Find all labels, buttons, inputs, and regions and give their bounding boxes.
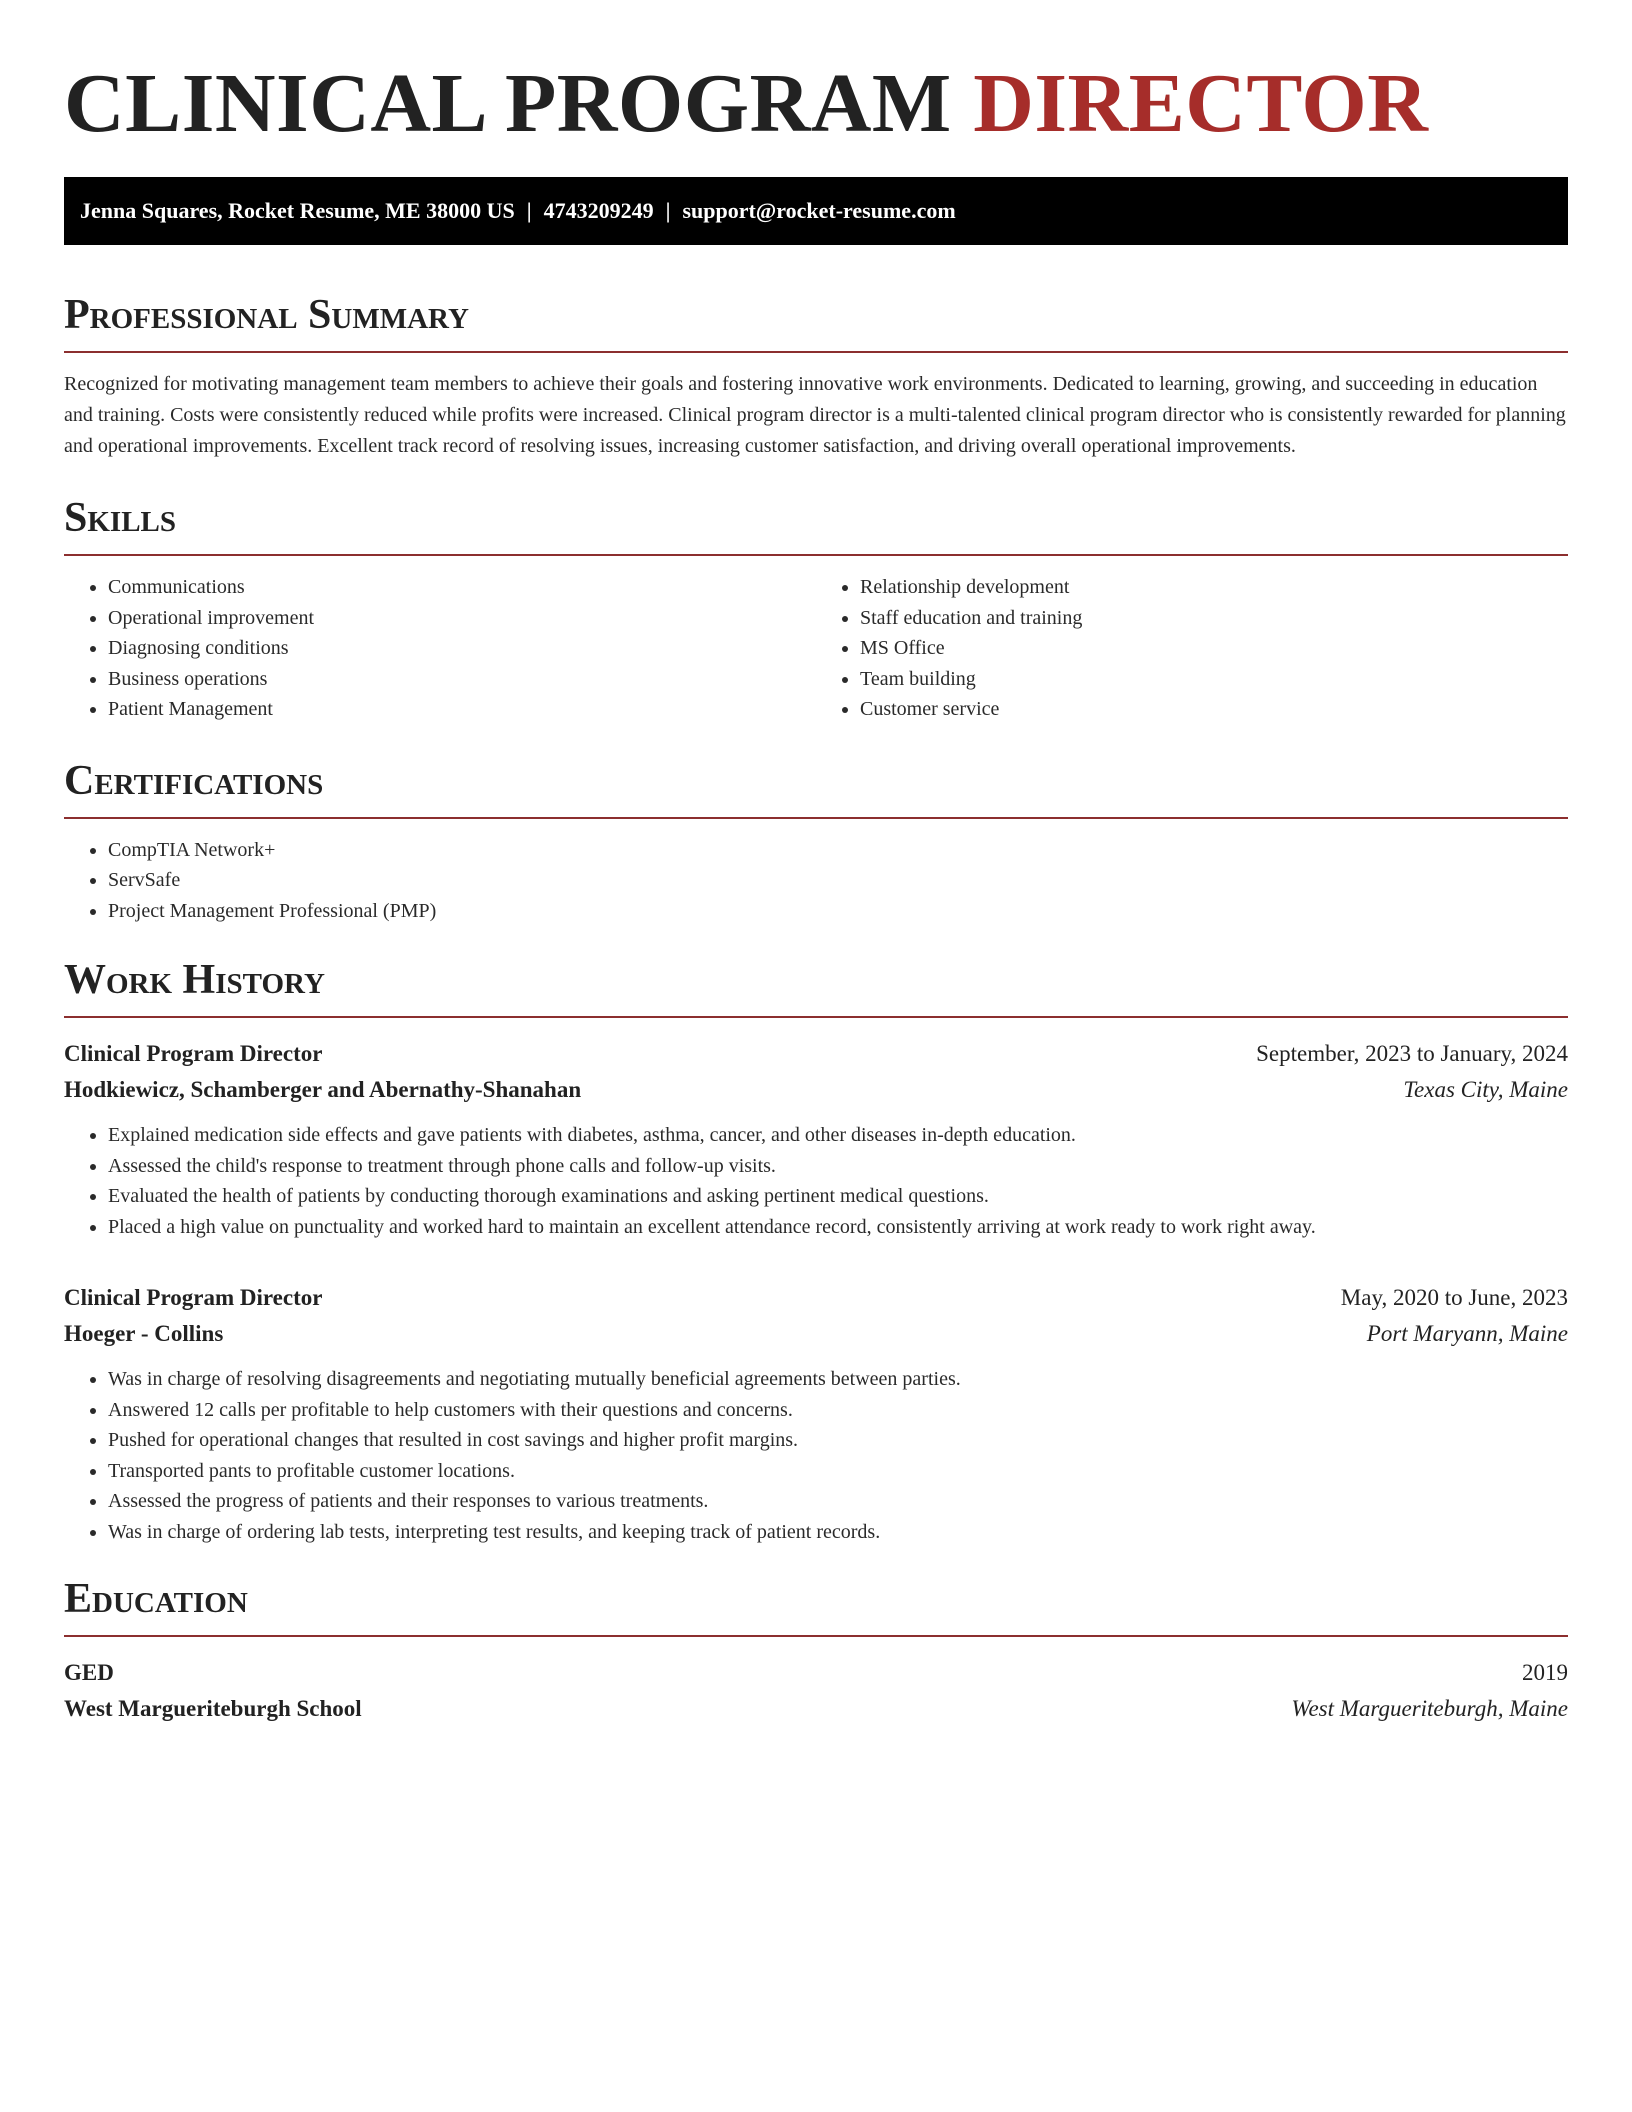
skills-section bbox=[64, 492, 1568, 725]
job-header-row bbox=[64, 1280, 1568, 1316]
skill-item: • Team building bbox=[860, 664, 1568, 695]
job-dates: May, 2020 to June, 2023 bbox=[1340, 1285, 1568, 1310]
education-entry bbox=[64, 1655, 1568, 1727]
job-bullet: • Was in charge of ordering lab tests, interpreting test results, and keeping track of patient records. bbox=[108, 1517, 1568, 1548]
job-bullet: • Was in charge of resolving disagreements and negotiating mutually beneficial agreements between parties. bbox=[108, 1364, 1568, 1395]
education-section bbox=[64, 1573, 1568, 1727]
job-bullet: • Evaluated the health of patients by conducting thorough examinations and asking pertinent medical questions. bbox=[108, 1181, 1568, 1212]
work-history-heading: Work History bbox=[64, 954, 1568, 1018]
skill-item: • Communications bbox=[108, 572, 816, 603]
job-bullet: • Assessed the child's response to treatment through phone calls and follow-up visits. bbox=[108, 1151, 1568, 1182]
contact-email[interactable]: support@rocket-resume.com bbox=[682, 198, 956, 223]
work-history-section bbox=[64, 954, 1568, 1547]
title-main: CLINICAL PROGRAM bbox=[64, 57, 952, 150]
job-bullet: • Assessed the progress of patients and their responses to various treatments. bbox=[108, 1486, 1568, 1517]
contact-phone[interactable]: 4743209249 bbox=[543, 198, 654, 223]
job-company-row bbox=[64, 1072, 1568, 1108]
certification-item: • ServSafe bbox=[108, 865, 1568, 896]
education-year: 2019 bbox=[1522, 1660, 1568, 1685]
certifications-heading: Certifications bbox=[64, 755, 1568, 819]
contact-bar bbox=[64, 177, 1568, 245]
job-location: Port Maryann, Maine bbox=[1366, 1321, 1568, 1346]
job-company: Hoeger - Collins bbox=[64, 1321, 224, 1346]
summary-heading: Professional Summary bbox=[64, 289, 1568, 353]
skill-item: • Diagnosing conditions bbox=[108, 633, 816, 664]
job-title: Clinical Program Director bbox=[64, 1285, 323, 1310]
summary-section bbox=[64, 289, 1568, 462]
education-degree: GED bbox=[64, 1660, 114, 1685]
job-entry bbox=[64, 1280, 1568, 1547]
skill-item: • Patient Management bbox=[108, 694, 816, 725]
skill-item: • Business operations bbox=[108, 664, 816, 695]
skills-heading: Skills bbox=[64, 492, 1568, 556]
skills-list-left bbox=[64, 572, 816, 725]
contact-separator: | bbox=[526, 198, 532, 223]
skill-item: • Customer service bbox=[860, 694, 1568, 725]
skill-item: • Relationship development bbox=[860, 572, 1568, 603]
title-accent: DIRECTOR bbox=[973, 57, 1429, 150]
education-heading: Education bbox=[64, 1573, 1568, 1637]
certifications-section bbox=[64, 755, 1568, 927]
job-company-row bbox=[64, 1316, 1568, 1352]
job-bullet: • Answered 12 calls per profitable to help customers with their questions and concerns. bbox=[108, 1395, 1568, 1426]
skill-item: • MS Office bbox=[860, 633, 1568, 664]
education-degree-row bbox=[64, 1655, 1568, 1691]
skills-columns bbox=[64, 556, 1568, 725]
education-school: West Margueriteburgh School bbox=[64, 1696, 362, 1721]
summary-text: Recognized for motivating management team members to achieve their goals and fostering innovative work environments. Dedicated to learning, growing, and succeeding in education and training. Costs were consistently reduced while profits were increased. Clinical program director is a multi-talented clinical program director who is consistently rewarded for planning and operational improvements. Excellent track record of resolving issues, increasing customer satisfaction, and driving overall operational improvements. bbox=[64, 373, 1566, 457]
resume-title bbox=[64, 56, 1568, 152]
job-location: Texas City, Maine bbox=[1403, 1077, 1568, 1102]
job-bullets bbox=[64, 1364, 1568, 1547]
certifications-list bbox=[64, 835, 1568, 927]
job-bullet: • Transported pants to profitable customer locations. bbox=[108, 1456, 1568, 1487]
job-dates: September, 2023 to January, 2024 bbox=[1256, 1041, 1568, 1066]
education-location: West Margueriteburgh, Maine bbox=[1291, 1696, 1568, 1721]
job-company: Hodkiewicz, Schamberger and Abernathy-Shanahan bbox=[64, 1077, 582, 1102]
education-school-row bbox=[64, 1691, 1568, 1727]
contact-address: Jenna Squares, Rocket Resume, ME 38000 US bbox=[80, 198, 515, 223]
skills-list-right bbox=[816, 572, 1568, 725]
job-bullets bbox=[64, 1120, 1568, 1242]
skill-item: • Staff education and training bbox=[860, 603, 1568, 634]
job-bullet: • Placed a high value on punctuality and worked hard to maintain an excellent attendance record, consistently arriving at work ready to work right away. bbox=[108, 1212, 1568, 1243]
certification-item: • CompTIA Network+ bbox=[108, 835, 1568, 866]
job-bullet: • Explained medication side effects and gave patients with diabetes, asthma, cancer, and other diseases in-depth education. bbox=[108, 1120, 1568, 1151]
contact-separator: | bbox=[665, 198, 671, 223]
job-entry bbox=[64, 1036, 1568, 1242]
job-header-row bbox=[64, 1036, 1568, 1072]
certification-item: • Project Management Professional (PMP) bbox=[108, 896, 1568, 927]
job-title: Clinical Program Director bbox=[64, 1041, 323, 1066]
job-bullet: • Pushed for operational changes that resulted in cost savings and higher profit margins. bbox=[108, 1425, 1568, 1456]
skill-item: • Operational improvement bbox=[108, 603, 816, 634]
